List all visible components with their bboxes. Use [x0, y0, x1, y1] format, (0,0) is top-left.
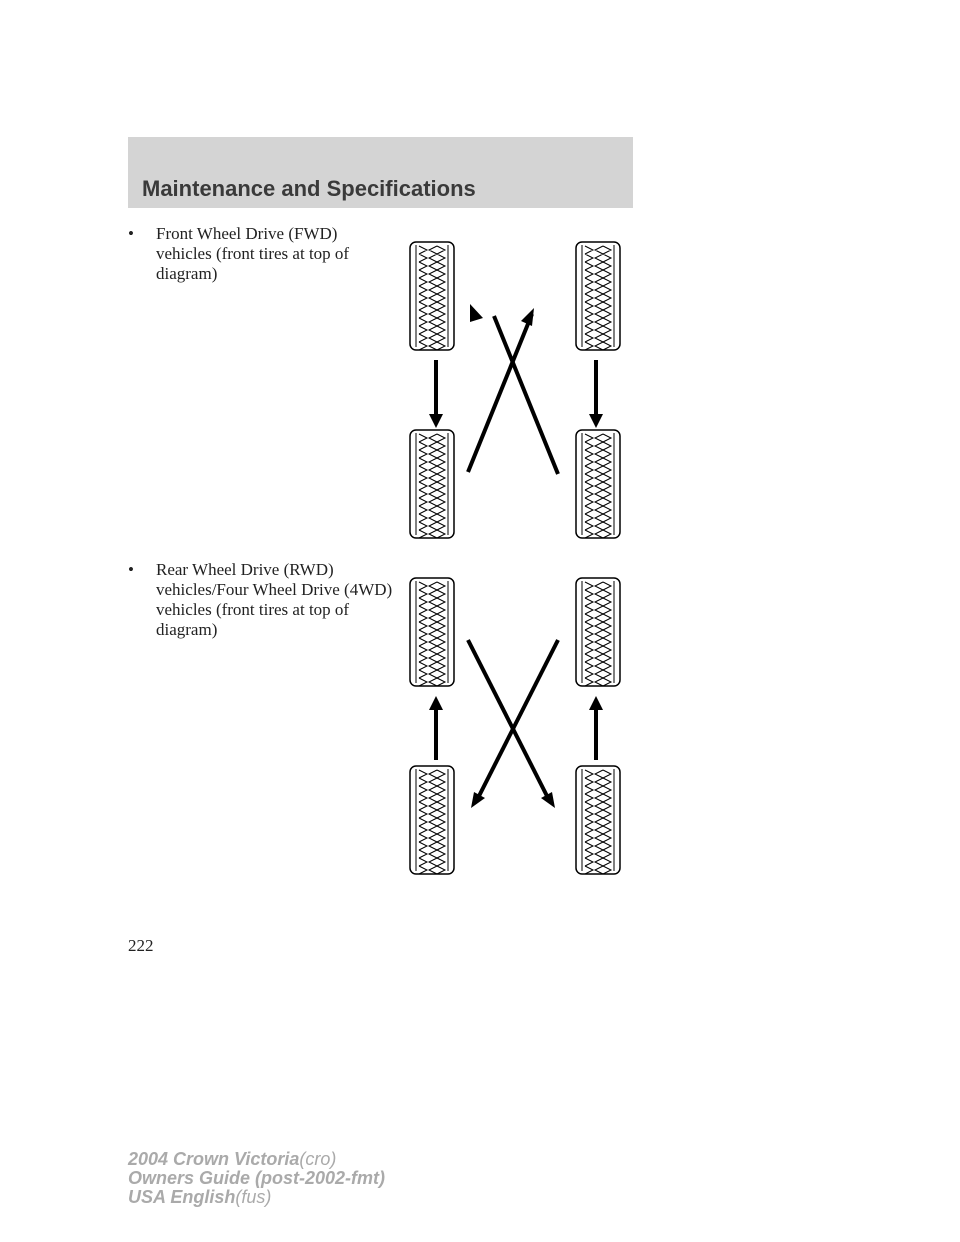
arrow-icon: [521, 308, 534, 326]
arrow-icon: [494, 316, 558, 474]
footer-line: [128, 1169, 385, 1188]
arrow-icon: [468, 314, 532, 472]
page-title: Maintenance and Specifications: [142, 176, 476, 201]
rwd-rotation-diagram: [400, 568, 630, 888]
arrow-icon: [589, 696, 603, 710]
tire-icon: [410, 578, 454, 686]
footer-lang-code: (fus): [235, 1187, 272, 1207]
text-line: Front Wheel Drive (FWD): [156, 224, 338, 243]
arrow-icon: [541, 792, 555, 808]
text-line: vehicles (front tires at top of: [156, 600, 350, 619]
arrow-icon: [471, 792, 485, 808]
text-line: diagram): [156, 264, 218, 283]
tire-icon: [576, 578, 620, 686]
bullet: •: [128, 560, 134, 579]
footer-code: (cro): [299, 1149, 337, 1169]
arrow-icon: [470, 304, 483, 322]
fwd-text: [156, 224, 396, 284]
text-line: vehicles (front tires at top of: [156, 244, 350, 263]
page-number: 222: [128, 936, 154, 955]
tire-icon: [410, 766, 454, 874]
arrow-icon: [429, 696, 443, 710]
tire-icon: [410, 242, 454, 350]
text-line: diagram): [156, 620, 218, 639]
bullet: •: [128, 224, 134, 243]
tire-icon: [576, 242, 620, 350]
arrow-icon: [429, 414, 443, 428]
footer-model: 2004 Crown Victoria: [128, 1149, 300, 1169]
text-line: vehicles/Four Wheel Drive (4WD): [156, 580, 393, 599]
tire-icon: [576, 430, 620, 538]
fwd-rotation-diagram: [400, 230, 630, 550]
footer-language: USA English: [128, 1187, 236, 1207]
arrow-icon: [589, 414, 603, 428]
footer: [128, 1150, 385, 1207]
rwd-text: [156, 560, 396, 640]
tire-icon: [410, 430, 454, 538]
arrow-icon: [468, 640, 548, 798]
text-line: Rear Wheel Drive (RWD): [156, 560, 334, 579]
footer-guide: Owners Guide (post-2002-fmt): [128, 1168, 386, 1188]
footer-line: [128, 1150, 385, 1169]
footer-line: [128, 1188, 385, 1207]
arrow-icon: [478, 640, 558, 798]
tire-icon: [576, 766, 620, 874]
